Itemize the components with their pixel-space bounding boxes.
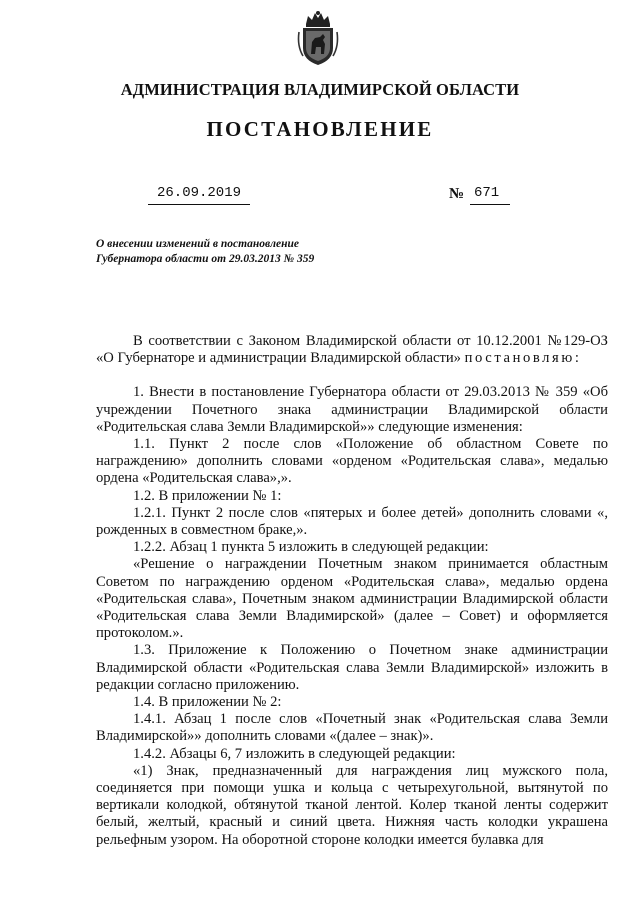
paragraph: 1.1. Пункт 2 после слов «Положение об областном Совете по награждению» дополнить словами «орденом «Родительская слава», медалью ордена «Родительская слава»,».: [96, 436, 608, 487]
paragraph: «1) Знак, предназначенный для награждения лиц мужского пола, соединяется при помощи ушка и кольца с четырехугольной, вытянутой по вертикали колодкой, обтянутой тканой лентой. Колер тканой ленты содержит белый, желтый, красный и синий цвета. Нижняя часть колодки украшена рельефным узором. На оборотной стороне колодки имеется булавка для: [96, 762, 608, 848]
paragraph: 1.4.2. Абзацы 6, 7 изложить в следующей редакции:: [133, 745, 456, 762]
number-sign: №: [449, 186, 465, 202]
document-subject: [96, 237, 396, 267]
preamble-keyword: постановляю:: [464, 350, 582, 367]
paragraph: 1.4.1. Абзац 1 после слов «Почетный знак «Родительская слава Земли Владимирской»» дополнить словами «(далее – знак)».: [96, 711, 608, 745]
document-date: 26.09.2019: [148, 185, 250, 205]
subject-line: О внесении изменений в постановление: [96, 238, 300, 250]
paragraph: 1.3. Приложение к Положению о Почетном знаке администрации Владимирской области «Родительская слава Земли Владимирской» изложить в редакции согласно приложению.: [96, 642, 608, 693]
document-type: ПОСТАНОВЛЕНИЕ: [206, 117, 434, 141]
paragraph: 1. Внести в постановление Губернатора области от 29.03.2013 № 359 «Об учреждении Почетного знака администрации Владимирской области «Родительская слава Земли Владимирской»» следующие изменения:: [96, 384, 608, 435]
paragraph: «Решение о награждении Почетным знаком принимается областным Советом по награждению орденом «Родительская слава», медалью ордена «Родительская слава», Почетным знаком администрации Владимирской области «Родительская слава Земли Владимирской» (далее – Совет) и оформляется протоколом.».: [96, 556, 608, 642]
coat-of-arms-icon: [296, 10, 340, 66]
document-number: 671: [470, 185, 510, 205]
paragraph: 1.2.1. Пункт 2 после слов «пятерых и более детей» дополнить словами «, рожденных в совместном браке,».: [96, 504, 608, 539]
preamble: [96, 333, 608, 367]
document-body: [96, 333, 608, 849]
paragraph: 1.4. В приложении № 2:: [133, 694, 282, 711]
paragraph: 1.2.2. Абзац 1 пункта 5 изложить в следующей редакции:: [133, 539, 489, 556]
organization-name: АДМИНИСТРАЦИЯ ВЛАДИМИРСКОЙ ОБЛАСТИ: [120, 80, 520, 99]
preamble-text: В соответствии с Законом Владимирской области от 10.12.2001 №129-ОЗ «О Губернаторе и администрации Владимирской области»: [96, 333, 608, 367]
paragraph: 1.2. В приложении № 1:: [133, 487, 282, 504]
subject-line: Губернатора области от 29.03.2013 № 359: [96, 253, 315, 265]
